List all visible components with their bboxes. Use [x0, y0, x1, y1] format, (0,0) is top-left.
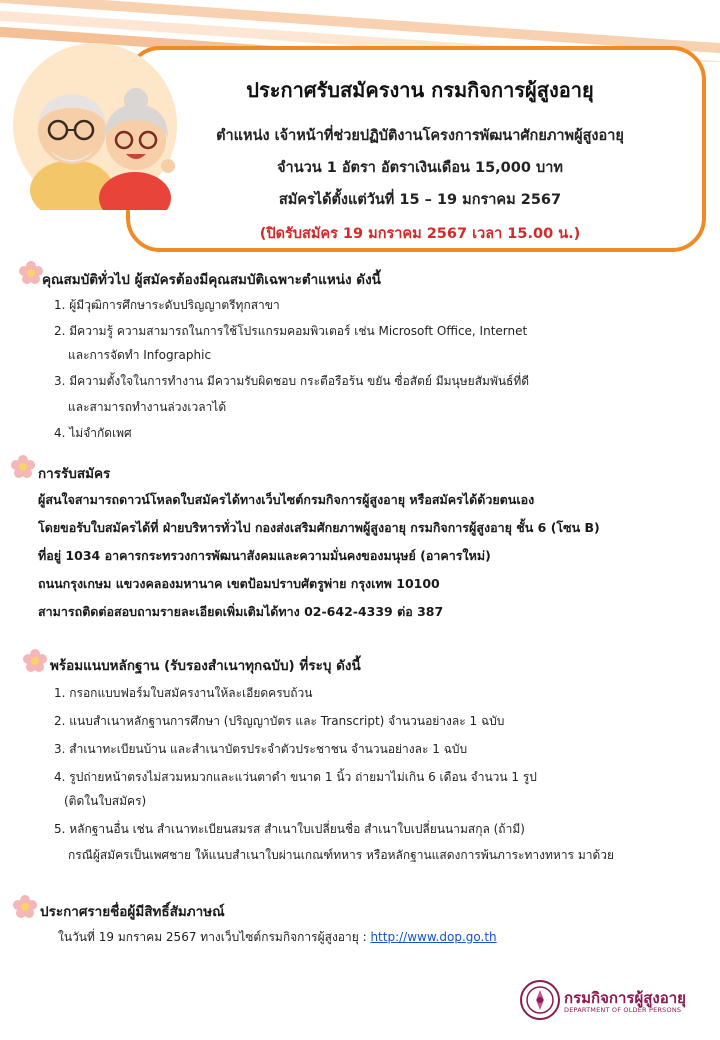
document-item: 2. แนบสำเนาหลักฐานการศึกษา (ปริญญาบัตร และ Transcript) จำนวนอย่างละ 1 ฉบับ	[54, 714, 505, 728]
department-name: กรมกิจการผู้สูงอายุ	[564, 989, 686, 1007]
announcement-date-text: ในวันที่ 19 มกราคม 2567 ทางเว็บไซต์กรมกิจการผู้สูงอายุ :	[58, 930, 371, 944]
qualification-item: 2. มีความรู้ ความสามารถในการใช้โปรแกรมคอมพิวเตอร์ เช่น Microsoft Office, Internet	[54, 324, 528, 338]
qualification-item: และการจัดทำ Infographic	[68, 348, 212, 362]
document-item: 5. หลักฐานอื่น เช่น สำเนาทะเบียนสมรส สำเนาใบเปลี่ยนชื่อ สำเนาใบเปลี่ยนนามสกุล (ถ้ามี)	[54, 822, 525, 836]
header-closing: (ปิดรับสมัคร 19 มกราคม 2567 เวลา 15.00 น.)	[259, 226, 581, 242]
document-item: (ติดในใบสมัคร)	[64, 794, 147, 808]
qualification-item: 4. ไม่จำกัดเพศ	[54, 426, 132, 440]
announcement-title: ประกาศรายชื่อผู้มีสิทธิ์สัมภาษณ์	[40, 904, 225, 920]
flower-icon	[12, 894, 38, 920]
qualification-item: 1. ผู้มีวุฒิการศึกษาระดับปริญญาตรีทุกสาขา	[54, 298, 280, 312]
application-line: โดยขอรับใบสมัครได้ที่ ฝ่ายบริหารทั่วไป กองส่งเสริมศักยภาพผู้สูงอายุ กรมกิจการผู้สูงอายุ ชั้น 6 (โซน B)	[38, 520, 600, 535]
header-dates: สมัครได้ตั้งแต่วันที่ 15 – 19 มกราคม 2567	[278, 192, 562, 208]
document-item: 3. สำเนาทะเบียนบ้าน และสำเนาบัตรประจำตัวประชาชน จำนวนอย่างละ 1 ฉบับ	[54, 742, 468, 756]
flower-icon	[18, 260, 44, 286]
header-position: ตำแหน่ง เจ้าหน้าที่ช่วยปฏิบัติงานโครงการพัฒนาศักยภาพผู้สูงอายุ	[216, 128, 624, 144]
application-line: ถนนกรุงเกษม แขวงคลองมหานาค เขตป้อมปราบศัตรูพ่าย กรุงเทพ 10100	[38, 576, 440, 591]
qualification-item: และสามารถทำงานล่วงเวลาได้	[68, 400, 227, 414]
document-item: 4. รูปถ่ายหน้าตรงไม่สวมหมวกและแว่นตาดำ ขนาด 1 นิ้ว ถ่ายมาไม่เกิน 6 เดือน จำนวน 1 รูป	[54, 770, 537, 784]
department-name-en: DEPARTMENT OF OLDER PERSONS	[564, 1006, 682, 1014]
website-link[interactable]: http://www.dop.go.th	[370, 930, 497, 944]
application-contact: สามารถติดต่อสอบถามรายละเอียดเพิ่มเติมได้ทาง 02-642-4339 ต่อ 387	[38, 604, 444, 619]
application-line: ผู้สนใจสามารถดาวน์โหลดใบสมัครได้ทางเว็บไซต์กรมกิจการผู้สูงอายุ หรือสมัครได้ด้วยตนเอง	[38, 492, 535, 507]
application-line: ที่อยู่ 1034 อาคารกระทรวงการพัฒนาสังคมและความมั่นคงของมนุษย์ (อาคารใหม่)	[38, 548, 491, 563]
document-item: 1. กรอกแบบฟอร์มใบสมัครงานให้ละเอียดครบถ้วน	[54, 686, 313, 700]
flower-icon	[22, 648, 48, 674]
application-title: การรับสมัคร	[38, 466, 111, 482]
qualification-item: 3. มีความตั้งใจในการทำงาน มีความรับผิดชอบ กระตือรือร้น ขยัน ซื่อสัตย์ มีมนุษยสัมพันธ์ที่ดี	[54, 374, 530, 388]
flower-icon	[10, 454, 36, 480]
department-logo	[520, 980, 700, 1024]
announcement-text	[58, 928, 497, 947]
qualifications-title: คุณสมบัติทั่วไป ผู้สมัครต้องมีคุณสมบัติเฉพาะตำแหน่ง ดังนี้	[42, 272, 381, 288]
documents-title: พร้อมแนบหลักฐาน (รับรองสำเนาทุกฉบับ) ที่ระบุ ดังนี้	[50, 658, 361, 674]
header-title: ประกาศรับสมัครงาน กรมกิจการผู้สูงอายุ	[246, 78, 594, 102]
document-item: กรณีผู้สมัครเป็นเพศชาย ให้แนบสำเนาใบผ่านเกณฑ์ทหาร หรือหลักฐานแสดงการพ้นภาระทางทหาร มาด้วย	[68, 848, 615, 862]
header-quota: จำนวน 1 อัตรา อัตราเงินเดือน 15,000 บาท	[277, 160, 563, 176]
department-seal-icon	[520, 980, 560, 1020]
